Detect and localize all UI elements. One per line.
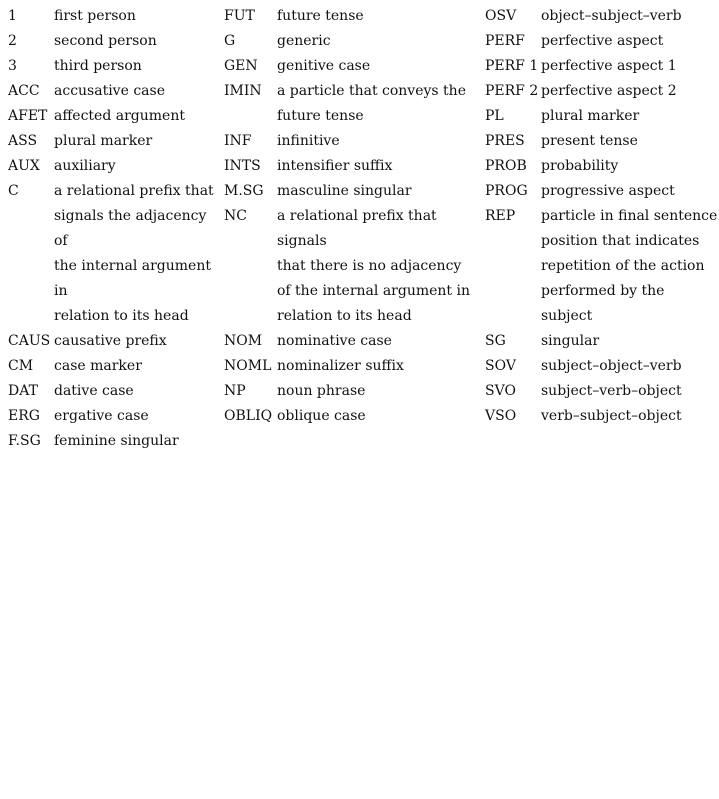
abbreviation: PERF 2: [485, 83, 539, 99]
abbreviation-entry: [485, 104, 719, 129]
definition: intensifier suffix: [277, 158, 393, 174]
abbreviation-entry: [224, 204, 482, 329]
abbreviation: PERF 1: [485, 58, 539, 74]
abbreviation-column-2: [224, 4, 482, 429]
abbreviation: PROB: [485, 158, 527, 174]
abbreviation-entry: [485, 29, 719, 54]
abbreviation-entry: [224, 29, 482, 54]
definition: subject–object–verb: [541, 358, 682, 374]
abbreviation-entry: [8, 329, 220, 354]
abbreviation-entry: [224, 354, 482, 379]
abbreviation-entry: [224, 4, 482, 29]
abbreviation-entry: [224, 179, 482, 204]
abbreviation-entry: [485, 204, 719, 329]
abbreviation: PERF: [485, 33, 525, 49]
definition: infinitive: [277, 133, 340, 149]
abbreviation-entry: [8, 404, 220, 429]
abbreviation: VSO: [485, 408, 517, 424]
abbreviation-entry: [8, 179, 220, 329]
abbreviation: PROG: [485, 183, 528, 199]
definition: perfective aspect: [541, 33, 664, 49]
abbreviation: M.SG: [224, 183, 264, 199]
definition: affected argument: [54, 108, 185, 124]
definition: third person: [54, 58, 142, 74]
definition: object–subject–verb: [541, 8, 682, 24]
definition: probability: [541, 158, 619, 174]
abbreviation-entry: [8, 379, 220, 404]
definition: case marker: [54, 358, 142, 374]
abbreviation: NOM: [224, 333, 263, 349]
definition: masculine singular: [277, 183, 412, 199]
definition: dative case: [54, 383, 134, 399]
definition: future tense: [277, 8, 364, 24]
definition: auxiliary: [54, 158, 116, 174]
abbreviation-entry: [8, 4, 220, 29]
abbreviation-entry: [224, 379, 482, 404]
definition: noun phrase: [277, 383, 366, 399]
abbreviation: AUX: [8, 158, 40, 174]
abbreviation-entry: [485, 4, 719, 29]
abbreviation-entry: [224, 329, 482, 354]
abbreviation: ACC: [8, 83, 40, 99]
definition: second person: [54, 33, 157, 49]
abbreviation-entry: [224, 54, 482, 79]
definition: causative prefix: [54, 333, 167, 349]
abbreviation: GEN: [224, 58, 258, 74]
abbreviation: 2: [8, 33, 17, 49]
abbreviation: G: [224, 33, 236, 49]
abbreviation: NP: [224, 383, 246, 399]
abbreviation-entry: [224, 129, 482, 154]
definition: accusative case: [54, 83, 165, 99]
abbreviation: INTS: [224, 158, 261, 174]
abbreviation-entry: [485, 54, 719, 79]
abbreviation: 3: [8, 58, 17, 74]
definition: plural marker: [541, 108, 640, 124]
abbreviation-entry: [485, 79, 719, 104]
abbreviation-entry: [485, 404, 719, 429]
abbreviation: ASS: [8, 133, 38, 149]
abbreviation: OBLIQ: [224, 408, 273, 424]
definition: a relational prefix that signals the adjacency of the internal argument in relation to its head: [54, 183, 214, 324]
abbreviation: OSV: [485, 8, 517, 24]
definition: nominalizer suffix: [277, 358, 404, 374]
abbreviation: CM: [8, 358, 34, 374]
abbreviation-entry: [485, 179, 719, 204]
definition: particle in final sentence position that indicates repetition of the action performed by the subject: [541, 208, 718, 324]
definition: subject–verb–object: [541, 383, 682, 399]
abbreviation: INF: [224, 133, 252, 149]
abbreviation-entry: [8, 79, 220, 104]
abbreviation-entry: [8, 129, 220, 154]
abbreviation-column-1: [8, 4, 220, 454]
definition: feminine singular: [54, 433, 179, 449]
abbreviation-entry: [8, 104, 220, 129]
abbreviation: 1: [8, 8, 17, 24]
abbreviation-entry: [485, 354, 719, 379]
definition: verb–subject–object: [541, 408, 682, 424]
abbreviation-entry: [8, 54, 220, 79]
abbreviation-entry: [485, 129, 719, 154]
abbreviation: CAUS: [8, 333, 51, 349]
abbreviation: SOV: [485, 358, 516, 374]
definition: perfective aspect 2: [541, 83, 677, 99]
definition: perfective aspect 1: [541, 58, 677, 74]
abbreviation: SG: [485, 333, 506, 349]
abbreviation-entry: [8, 354, 220, 379]
definition: genitive case: [277, 58, 371, 74]
definition: first person: [54, 8, 136, 24]
abbreviation-entry: [8, 429, 220, 454]
definition: nominative case: [277, 333, 392, 349]
definition: a relational prefix that signals that there is no adjacency of the internal argument in relation to its head: [277, 208, 470, 324]
abbreviation: C: [8, 183, 19, 199]
abbreviation-entry: [485, 154, 719, 179]
abbreviation: PRES: [485, 133, 525, 149]
abbreviation: IMIN: [224, 83, 262, 99]
abbreviation-column-3: [485, 4, 719, 429]
definition: singular: [541, 333, 600, 349]
abbreviation-entry: [224, 154, 482, 179]
definition: generic: [277, 33, 331, 49]
abbreviation: PL: [485, 108, 504, 124]
definition: a particle that conveys the future tense: [277, 83, 466, 124]
abbreviation: NC: [224, 208, 247, 224]
definition: progressive aspect: [541, 183, 675, 199]
abbreviation: NOML: [224, 358, 272, 374]
abbreviation: SVO: [485, 383, 516, 399]
abbreviation: AFET: [8, 108, 48, 124]
abbreviation: DAT: [8, 383, 38, 399]
abbreviation-entry: [485, 379, 719, 404]
abbreviation-entry: [485, 329, 719, 354]
definition: ergative case: [54, 408, 149, 424]
abbreviation-entry: [224, 79, 482, 129]
abbreviation: F.SG: [8, 433, 41, 449]
abbreviation: REP: [485, 208, 516, 224]
abbreviation-entry: [8, 154, 220, 179]
abbreviation-entry: [224, 404, 482, 429]
definition: present tense: [541, 133, 638, 149]
abbreviation-entry: [8, 29, 220, 54]
abbreviation: ERG: [8, 408, 40, 424]
definition: oblique case: [277, 408, 366, 424]
abbreviation: FUT: [224, 8, 255, 24]
definition: plural marker: [54, 133, 153, 149]
